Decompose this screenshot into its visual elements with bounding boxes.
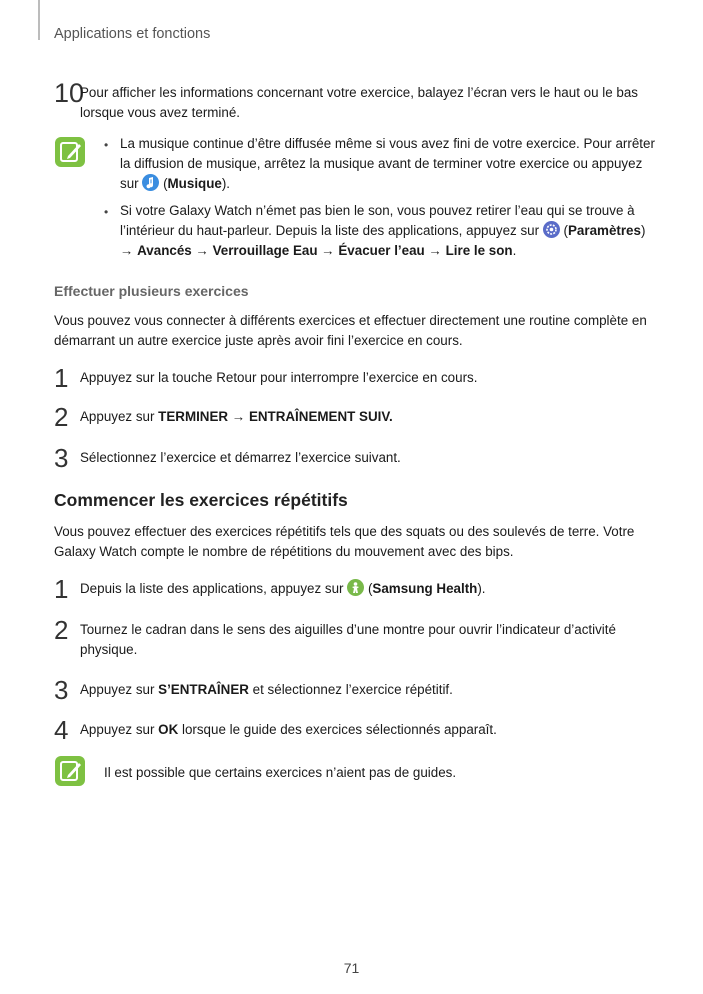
step-text xyxy=(80,407,393,428)
button-label-terminer: TERMINER xyxy=(158,409,229,424)
section-intro: Vous pouvez effectuer des exercices répétitifs tels que des squats ou des soulevés de terre. Votre xyxy=(54,524,635,539)
music-app-icon xyxy=(142,174,159,191)
note-text-segment: sur xyxy=(120,176,139,191)
step-text-segment: Appuyez sur xyxy=(80,722,159,737)
settings-path xyxy=(120,241,516,262)
button-label-ok: OK xyxy=(158,722,179,737)
step-text: physique. xyxy=(80,642,138,657)
section-intro: démarrant un autre exercice juste après avoir fini l’exercice en cours. xyxy=(54,333,463,348)
step-text: Appuyez sur la touche Retour pour interrompre l’exercice en cours. xyxy=(80,370,478,385)
step-text xyxy=(80,579,486,600)
note-text: La musique continue d’être diffusée même si vous avez fini de votre exercice. Pour arrêter xyxy=(120,136,655,151)
note-pencil-icon xyxy=(55,756,85,786)
step-text-segment: Appuyez sur xyxy=(80,682,159,697)
section-intro: Vous pouvez vous connecter à différents exercices et effectuer directement une routine complète en xyxy=(54,313,647,328)
note-text xyxy=(120,174,230,195)
step-number: 1 xyxy=(54,574,69,604)
step-number: 1 xyxy=(54,363,69,393)
step-text: lorsque vous avez terminé. xyxy=(80,105,241,120)
note-pencil-icon xyxy=(55,137,85,167)
bullet-dot: • xyxy=(104,138,109,152)
note-text: Si votre Galaxy Watch n’émet pas bien le son, vous pouvez retirer l’eau qui se trouve à xyxy=(120,203,635,218)
step-text-segment: ( xyxy=(364,581,373,596)
step-text-segment: ). xyxy=(477,581,486,596)
arrow: → xyxy=(428,243,442,258)
path-step: Avancés xyxy=(137,243,192,258)
bullet-dot: • xyxy=(104,205,109,219)
step-number: 3 xyxy=(54,443,69,473)
step-text xyxy=(80,720,497,741)
step-number: 10 xyxy=(54,78,85,108)
note-text xyxy=(120,221,645,242)
path-end: . xyxy=(512,243,517,258)
step-text: Tournez le cadran dans le sens des aiguilles d’une montre pour ouvrir l’indicateur d’activité xyxy=(80,622,616,637)
header-rule xyxy=(38,0,40,40)
step-number: 4 xyxy=(54,715,69,745)
note-text-segment: ) xyxy=(640,223,646,238)
arrow: → xyxy=(321,243,335,258)
path-step: Verrouillage Eau xyxy=(212,243,318,258)
step-text: Sélectionnez l’exercice et démarrez l’exercice suivant. xyxy=(80,450,401,465)
section-subheading: Effectuer plusieurs exercices xyxy=(54,283,249,299)
arrow: → xyxy=(228,409,249,424)
music-app-label: Musique xyxy=(167,176,222,191)
path-step: Évacuer l’eau xyxy=(338,243,425,258)
samsung-health-label: Samsung Health xyxy=(372,581,478,596)
path-step: Lire le son xyxy=(445,243,513,258)
arrow: → xyxy=(195,243,209,258)
note-text-segment: ( xyxy=(159,176,168,191)
note-text-segment: ( xyxy=(559,223,568,238)
arrow: → xyxy=(120,243,134,258)
step-text-segment: lorsque le guide des exercices sélectionnés apparaît. xyxy=(178,722,497,737)
step-number: 2 xyxy=(54,402,69,432)
step-number: 3 xyxy=(54,675,69,705)
step-text-segment: et sélectionnez l’exercice répétitif. xyxy=(248,682,453,697)
page-number: 71 xyxy=(343,960,360,976)
note-text: Il est possible que certains exercices n’aient pas de guides. xyxy=(104,765,457,780)
step-text-segment: Depuis la liste des applications, appuyez sur xyxy=(80,581,344,596)
section-heading: Commencer les exercices répétitifs xyxy=(54,490,348,510)
button-label-sentrainer: S’ENTRAÎNER xyxy=(158,682,249,697)
note-text-segment: l’intérieur du haut-parleur. Depuis la liste des applications, appuyez sur xyxy=(120,223,540,238)
button-label-entrainement-suiv: ENTRAÎNEMENT SUIV. xyxy=(248,409,393,424)
step-number: 2 xyxy=(54,615,69,645)
settings-app-label: Paramètres xyxy=(568,223,641,238)
samsung-health-icon xyxy=(347,579,364,596)
step-text: Pour afficher les informations concernant votre exercice, balayez l’écran vers le haut ou le bas xyxy=(80,85,638,100)
note-text: la diffusion de musique, arrêtez la musique avant de terminer votre exercice ou appuyez xyxy=(120,156,643,171)
step-text-segment: Appuyez sur xyxy=(80,409,159,424)
section-intro: Galaxy Watch compte le nombre de répétitions du mouvement avec des bips. xyxy=(54,544,514,559)
header-title: Applications et fonctions xyxy=(54,26,211,42)
step-text xyxy=(80,680,453,701)
settings-gear-icon xyxy=(543,221,560,238)
note-text-segment: ). xyxy=(221,176,231,191)
